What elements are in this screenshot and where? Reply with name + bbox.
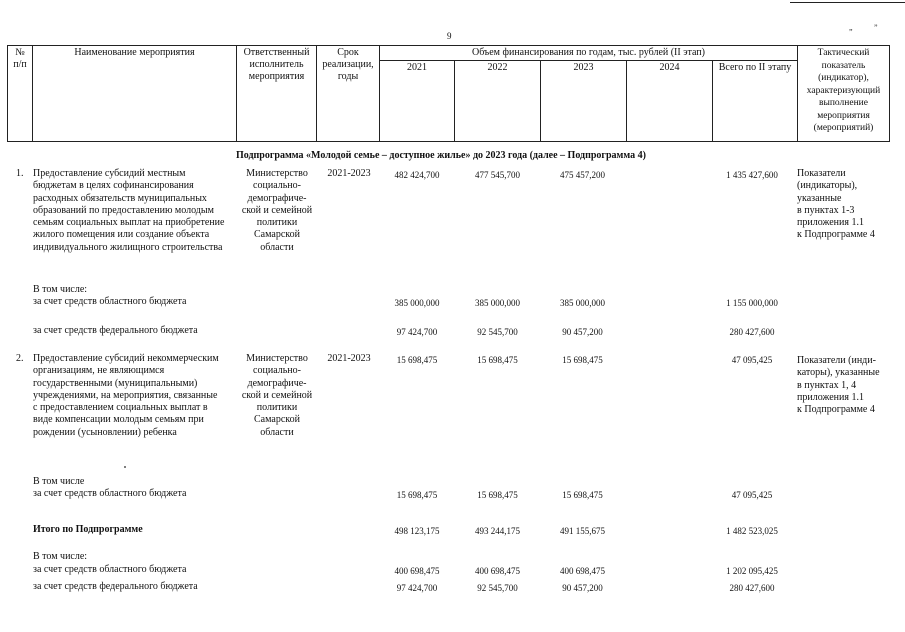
header-table xyxy=(7,45,890,142)
item-1-regional-2021: 385 000,000 xyxy=(394,298,440,308)
item-1-2021: 482 424,700 xyxy=(394,170,440,180)
total-regional-label: за счет средств областного бюджета xyxy=(33,564,187,575)
item-2-regional-label: за счет средств областного бюджета xyxy=(33,488,187,499)
total-label: Итого по Подпрограмме xyxy=(33,524,143,535)
header-year-2023: 2023 xyxy=(541,61,627,142)
item-1-2023: 475 457,200 xyxy=(560,170,605,180)
item-2-regional-2023: 15 698,475 xyxy=(562,490,603,500)
item-2-2023: 15 698,475 xyxy=(562,355,603,365)
total-2022: 493 244,175 xyxy=(475,526,520,536)
item-1-responsible: Министерство социально- демографиче- ской и семейной политики Самарской области xyxy=(241,168,313,253)
total-incl-label: В том числе: xyxy=(33,551,88,562)
total-regional-2023: 400 698,475 xyxy=(560,566,605,576)
item-1-indicator: Показатели (индикаторы), указанные в пунктах 1-3 приложения 1.1 к Подпрограмме 4 xyxy=(797,168,875,241)
item-1-2022: 477 545,700 xyxy=(475,170,520,180)
item-1-regional-2023: 385 000,000 xyxy=(560,298,605,308)
item-1-incl-label: В том числе: xyxy=(33,284,88,295)
total-federal-total: 280 427,600 xyxy=(729,583,775,593)
page-number: 9 xyxy=(447,31,452,41)
total-2023: 491 155,675 xyxy=(560,526,605,536)
top-edge-line xyxy=(790,2,905,3)
item-2-name: Предоставление субсидий некоммерческим организациям, не являющимся государственными (муниципальными) учреждениями, на мероприятия, связанные с предоставлением социальных выплат в виде компенсации молодым семьям при рождении (усыновлении) ребенка xyxy=(33,353,219,438)
item-2-num: 2. xyxy=(16,353,24,364)
header-responsible: Ответственный исполнитель мероприятия xyxy=(237,46,317,142)
item-1-regional-label: за счет средств областного бюджета xyxy=(33,296,187,307)
item-1-total: 1 435 427,600 xyxy=(726,170,778,180)
item-1-name: Предоставление субсидий местным бюджетам в целях софинансирования расходных обязательств муниципальных образований по предоставлению молодым семьям социальных выплат на приобретение жилого помещения или создание объекта индивидуального жилищного строительства xyxy=(33,168,225,253)
total-federal-label: за счет средств федерального бюджета xyxy=(33,581,198,592)
item-2-incl-label: В том числе xyxy=(33,476,85,487)
header-name: Наименование мероприятия xyxy=(33,46,237,142)
item-1-num: 1. xyxy=(16,168,24,179)
item-1-federal-2023: 90 457,200 xyxy=(562,327,603,337)
total-federal-2022: 92 545,700 xyxy=(477,583,518,593)
item-1-federal-total: 280 427,600 xyxy=(729,327,775,337)
total-regional-total: 1 202 095,425 xyxy=(726,566,778,576)
item-2-regional-2021: 15 698,475 xyxy=(396,490,438,500)
item-1-federal-2022: 92 545,700 xyxy=(477,327,518,337)
item-1-term: 2021-2023 xyxy=(327,168,371,179)
header-num: № п/п xyxy=(8,46,33,142)
subprogram-title: Подпрограмма «Молодой семье – доступное жилье» до 2023 года (далее – Подпрограмма 4) xyxy=(236,150,646,161)
corner-mark-right: ” xyxy=(874,23,878,32)
header-total: Всего по II этапу xyxy=(713,61,798,142)
item-1-regional-2022: 385 000,000 xyxy=(475,298,520,308)
total-total: 1 482 523,025 xyxy=(726,526,778,536)
item-2-term: 2021-2023 xyxy=(327,353,371,364)
total-regional-2022: 400 698,475 xyxy=(475,566,520,576)
scan-speck xyxy=(124,466,126,468)
item-2-indicator: Показатели (инди- каторы), указанные в пунктах 1, 4 приложения 1.1 к Подпрограмме 4 xyxy=(797,355,880,416)
total-federal-2023: 90 457,200 xyxy=(562,583,603,593)
header-indicator: Тактический показатель (индикатор), характеризующий выполнение мероприятия (мероприятий) xyxy=(798,46,890,142)
header-year-2022: 2022 xyxy=(455,61,541,142)
header-year-2021: 2021 xyxy=(380,61,455,142)
item-2-total: 47 095,425 xyxy=(731,355,773,365)
item-1-regional-total: 1 155 000,000 xyxy=(726,298,778,308)
total-regional-2021: 400 698,475 xyxy=(394,566,440,576)
item-2-2022: 15 698,475 xyxy=(477,355,518,365)
header-term: Срок реализации, годы xyxy=(317,46,380,142)
header-year-2024: 2024 xyxy=(627,61,713,142)
item-2-responsible: Министерство социально- демографиче- ской и семейной политики Самарской области xyxy=(241,353,313,438)
header-funding: Объем финансирования по годам, тыс. рублей (II этап) xyxy=(380,46,798,61)
item-2-regional-total: 47 095,425 xyxy=(731,490,773,500)
item-2-regional-2022: 15 698,475 xyxy=(477,490,518,500)
corner-mark-left: „ xyxy=(849,23,853,32)
item-2-2021: 15 698,475 xyxy=(396,355,438,365)
item-1-federal-label: за счет средств федерального бюджета xyxy=(33,325,198,336)
item-1-federal-2021: 97 424,700 xyxy=(396,327,438,337)
total-2021: 498 123,175 xyxy=(394,526,440,536)
total-federal-2021: 97 424,700 xyxy=(396,583,438,593)
